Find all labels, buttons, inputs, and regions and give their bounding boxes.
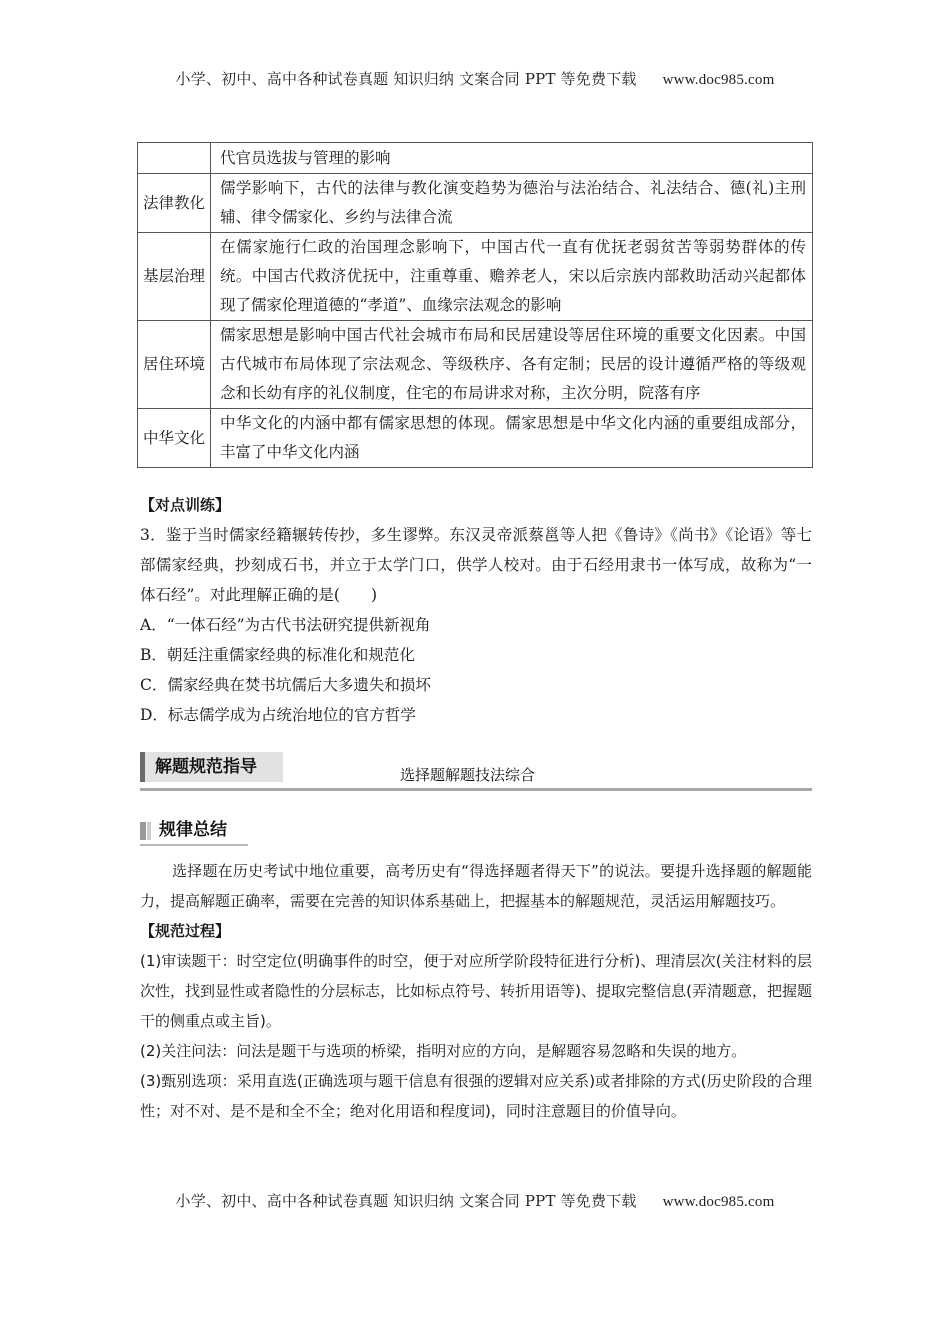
table-row [138, 143, 813, 174]
practice-section [140, 490, 812, 730]
row-label: 居住环境 [138, 321, 211, 409]
table-row [138, 233, 813, 321]
option-c: C．儒家经典在焚书坑儒后大多遗失和损坏 [140, 676, 431, 694]
process-step-2: (2)关注问法：问法是题干与选项的桥梁，指明对应的方向，是解题容易忽略和失误的地方。 [140, 1042, 747, 1060]
row-description: 儒家思想是影响中国古代社会城市布局和民居建设等居住环境的重要文化因素。中国古代城市布局体现了宗法观念、等级秩序、各有定制；民居的设计遵循严格的等级观念和长幼有序的礼仪制度，住宅的布局讲求对称，主次分明，院落有序 [211, 321, 813, 409]
question-stem: 3．鉴于当时儒家经籍辗转传抄，多生谬弊。东汉灵帝派蔡邕等人把《鲁诗》《尚书》《论语》等七部儒家经典，抄刻成石书，并立于太学门口，供学人校对。由于石经用隶书一体写成，故称为“一体石经”。对此理解正确的是( ) [140, 526, 812, 604]
rules-section [140, 856, 812, 1126]
confucian-influence-table [137, 142, 813, 468]
guide-subtitle: 选择题解题技法综合 [400, 766, 536, 784]
rules-tag [140, 818, 248, 846]
option-b: B．朝廷注重儒家经典的标准化和规范化 [140, 646, 415, 664]
process-title: 【规范过程】 [140, 922, 231, 940]
table-row [138, 409, 813, 468]
footer-url[interactable]: www.doc985.com [662, 1194, 775, 1210]
header-url[interactable]: www.doc985.com [662, 72, 775, 88]
row-description: 代官员选拔与管理的影响 [211, 143, 813, 174]
option-d: D．标志儒学成为占统治地位的官方哲学 [140, 706, 416, 724]
section-marker-icon [140, 822, 146, 840]
row-label: 基层治理 [138, 233, 211, 321]
page-footer [0, 1190, 950, 1211]
row-label: 中华文化 [138, 409, 211, 468]
practice-title: 【对点训练】 [140, 496, 231, 514]
table-row [138, 321, 813, 409]
row-label: 法律教化 [138, 174, 211, 233]
rules-summary: 选择题在历史考试中地位重要，高考历史有“得选择题者得天下”的说法。要提升选择题的解题能力，提高解题正确率，需要在完善的知识体系基础上，把握基本的解题规范，灵活运用解题技巧。 [140, 862, 812, 910]
table-row [138, 174, 813, 233]
process-step-3: (3)甄别选项：采用直选(正确选项与题干信息有很强的逻辑对应关系)或者排除的方式(历史阶段的合理性；对不对、是不是和全不全；绝对化用语和程度词)，同时注意题目的价值导向。 [140, 1072, 812, 1120]
row-description: 在儒家施行仁政的治国理念影响下，中国古代一直有优抚老弱贫苦等弱势群体的传统。中国古代救济优抚中，注重尊重、赡养老人，宋以后宗族内部救助活动兴起都体现了儒家伦理道德的“孝道”、血缘宗法观念的影响 [211, 233, 813, 321]
footer-text: 小学、初中、高中各种试卷真题 知识归纳 文案合同 PPT 等免费下载 [175, 1192, 637, 1210]
row-description: 中华文化的内涵中都有儒家思想的体现。儒家思想是中华文化内涵的重要组成部分，丰富了中华文化内涵 [211, 409, 813, 468]
section-marker-icon [147, 822, 151, 840]
row-description: 儒学影响下，古代的法律与教化演变趋势为德治与法治结合、礼法结合、德(礼)主刑辅、律令儒家化、乡约与法律合流 [211, 174, 813, 233]
row-label [138, 143, 211, 174]
rules-tag-label: 规律总结 [159, 820, 227, 840]
header-text: 小学、初中、高中各种试卷真题 知识归纳 文案合同 PPT 等免费下载 [175, 70, 637, 88]
guide-header-bar [140, 752, 812, 791]
process-step-1: (1)审读题干：时空定位(明确事件的时空，便于对应所学阶段特征进行分析)、理清层次(关注材料的层次性，找到显性或者隐性的分层标志，比如标点符号、转折用语等)、提取完整信息(弄清题意，把握题干的侧重点或主旨)。 [140, 952, 812, 1030]
page-header [0, 68, 950, 89]
guide-tag: 解题规范指导 [140, 752, 283, 782]
option-a: A．“一体石经”为古代书法研究提供新视角 [140, 616, 431, 634]
